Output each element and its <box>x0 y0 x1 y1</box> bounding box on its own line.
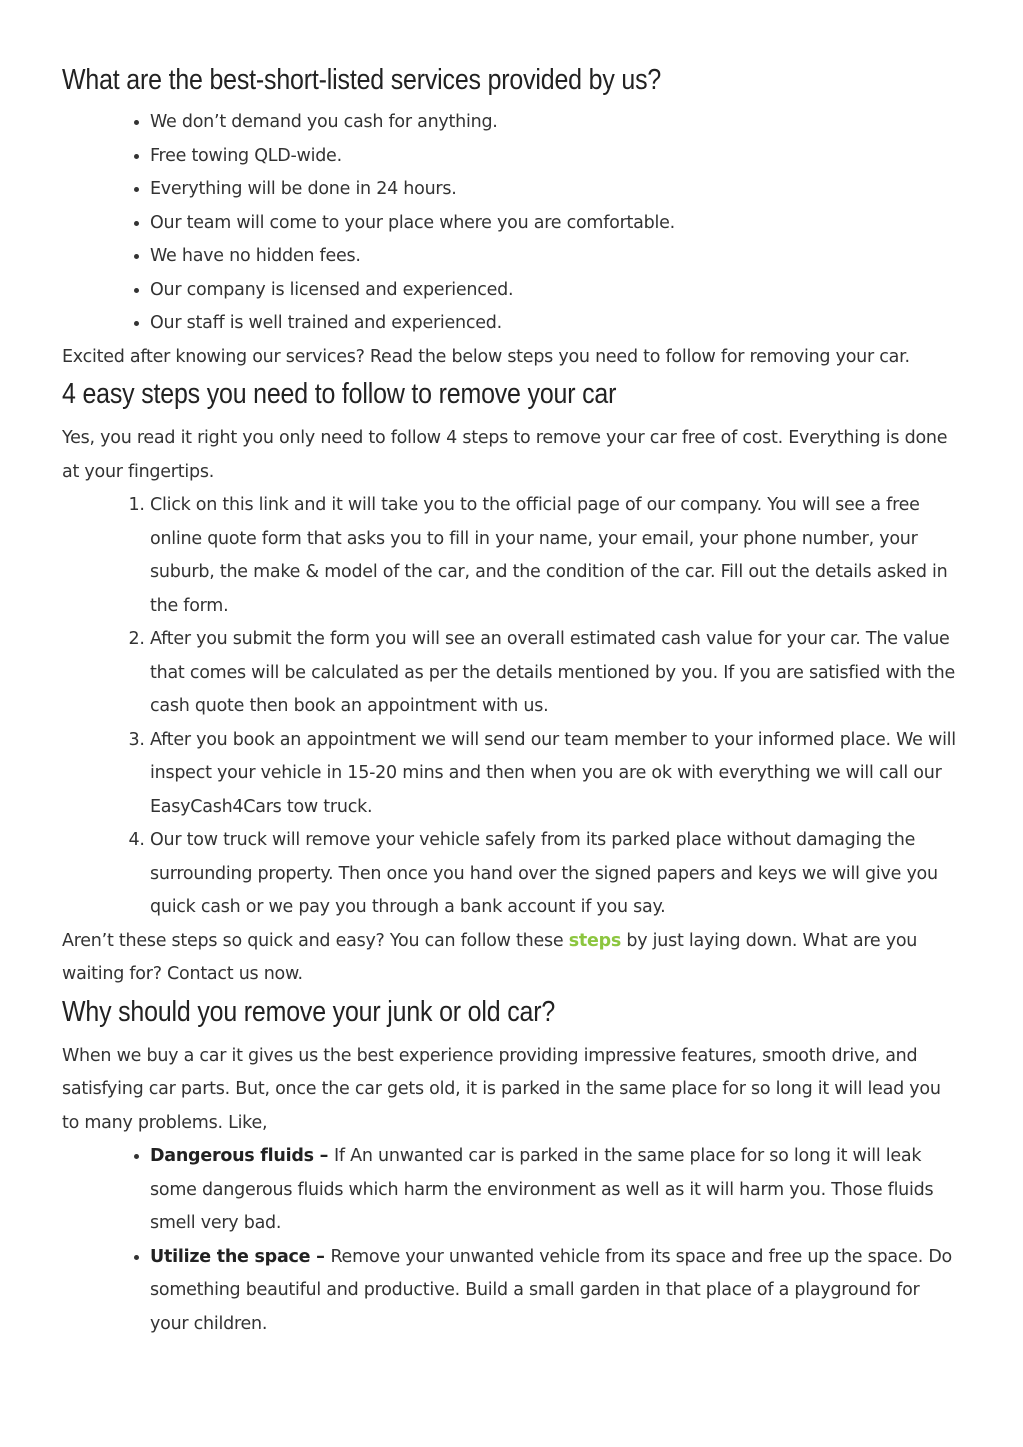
steps-intro: Yes, you read it right you only need to follow 4 steps to remove your car free of cost. Everything is done at your fingertips. <box>62 428 948 482</box>
document-page <box>62 62 962 1341</box>
list-item: • Our staff is well trained and experienced. <box>150 307 962 341</box>
why-heading: Why should you remove your junk or old car? <box>62 995 556 1028</box>
list-item: • We don’t demand you cash for anything. <box>150 106 962 140</box>
steps-list <box>62 489 962 925</box>
why-intro: When we buy a car it gives us the best experience providing impressive features, smooth drive, and satisfying car parts. But, once the car gets old, it is parked in the same place for so long it will lead you to many problems. Like, <box>62 1045 941 1133</box>
services-heading: What are the best-short-listed services provided by us? <box>62 64 662 96</box>
services-list <box>62 106 962 341</box>
steps-outro-text-before: Aren’t these steps so quick and easy? You can follow these <box>62 930 569 951</box>
problems-list <box>62 1140 962 1341</box>
list-item: • Our company is licensed and experienced. <box>150 274 962 308</box>
list-item: • We have no hidden fees. <box>150 240 962 274</box>
steps-outro <box>62 925 962 992</box>
list-item: 1. Click on this link and it will take you to the official page of our company. You will see a free online quote form that asks you to fill in your name, your email, your phone number, your suburb, the make & model of the car, and the condition of the car. Fill out the details asked in the form. <box>150 489 962 623</box>
list-item: • Our team will come to your place where you are comfortable. <box>150 207 962 241</box>
problem-title: Dangerous fluids – <box>150 1146 335 1166</box>
steps-outro-text-after: by just laying down. What are you waiting for? Contact us now. <box>62 930 918 984</box>
problem-text: If An unwanted car is parked in the same place for so long it will leak some dangerous fluids which harm the environment as well as it will harm you. Those fluids smell very bad. <box>150 1146 934 1233</box>
steps-link[interactable]: steps <box>568 930 622 951</box>
services-outro: Excited after knowing our services? Read the below steps you need to follow for removing your car. <box>62 346 910 367</box>
list-item: • Free towing QLD-wide. <box>150 140 962 174</box>
problem-title: Utilize the space – <box>150 1246 331 1267</box>
list-item: • Everything will be done in 24 hours. <box>150 173 962 207</box>
list-item <box>150 1140 962 1241</box>
list-item <box>150 1241 962 1342</box>
list-item: 2. After you submit the form you will see an overall estimated cash value for your car. The value that comes will be calculated as per the details mentioned by you. If you are satisfied with the cash quote then book an appointment with us. <box>150 623 962 724</box>
problem-text: Remove your unwanted vehicle from its space and free up the space. Do something beautiful and productive. Build a small garden in that place of a playground for your children. <box>150 1246 953 1334</box>
list-item: 3. After you book an appointment we will send our team member to your informed place. We will inspect your vehicle in 15-20 mins and then when you are ok with everything we will call our EasyCash4Cars tow truck. <box>150 724 962 825</box>
list-item: 4. Our tow truck will remove your vehicle safely from its parked place without damaging the surrounding property. Then once you hand over the signed papers and keys we will give you quick cash or we pay you through a bank account if you say. <box>150 824 962 925</box>
steps-heading: 4 easy steps you need to follow to remove your car <box>62 378 617 410</box>
